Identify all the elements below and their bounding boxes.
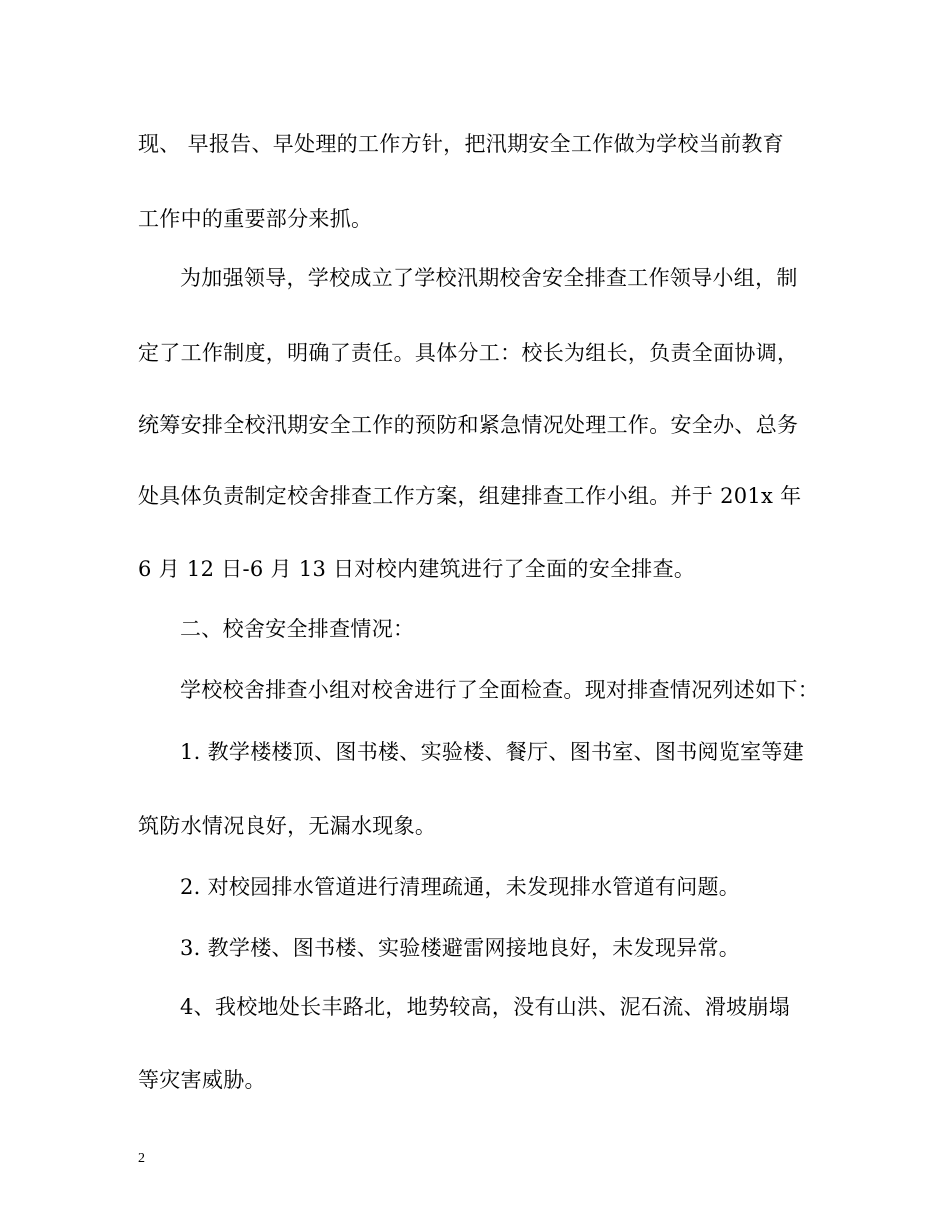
text-line-4: 定了工作制度，明确了责任。具体分工：校长为组长，负责全面协调， [138,341,799,365]
list-item-4-continued: 等灾害威胁。 [138,1068,266,1092]
list-item-3: 3. 教学楼、图书楼、实验楼避雷网接地良好，未发现异常。 [180,936,741,960]
text-line-9: 学校校舍排查小组对校舍进行了全面检查。现对排查情况列述如下： [180,678,819,702]
text-line-1: 现、 早报告、早处理的工作方针，把汛期安全工作做为学校当前教育 [138,132,784,156]
list-item-1: 1. 教学楼楼顶、图书楼、实验楼、餐厅、图书室、图书阅览室等建 [180,740,805,764]
text-line-5: 统筹安排全校汛期安全工作的预防和紧急情况处理工作。安全办、总务 [138,413,799,437]
list-item-2: 2. 对校园排水管道进行清理疏通，未发现排水管道有问题。 [180,875,741,899]
list-item-4: 4、我校地处长丰路北，地势较高，没有山洪、泥石流、滑坡崩塌 [180,995,791,1019]
section-heading: 二、校舍安全排查情况： [180,617,415,641]
text-line-3: 为加强领导，学校成立了学校汛期校舍安全排查工作领导小组，制 [180,266,798,290]
list-item-1-continued: 筑防水情况良好，无漏水现象。 [138,814,437,838]
text-line-7: 6 月 12 日-6 月 13 日对校内建筑进行了全面的安全排查。 [138,557,696,581]
text-line-2: 工作中的重要部分来抓。 [138,207,373,231]
text-line-6: 处具体负责制定校舍排查工作方案，组建排查工作小组。并于 201x 年 [138,484,802,508]
page-number: 2 [138,1151,145,1166]
